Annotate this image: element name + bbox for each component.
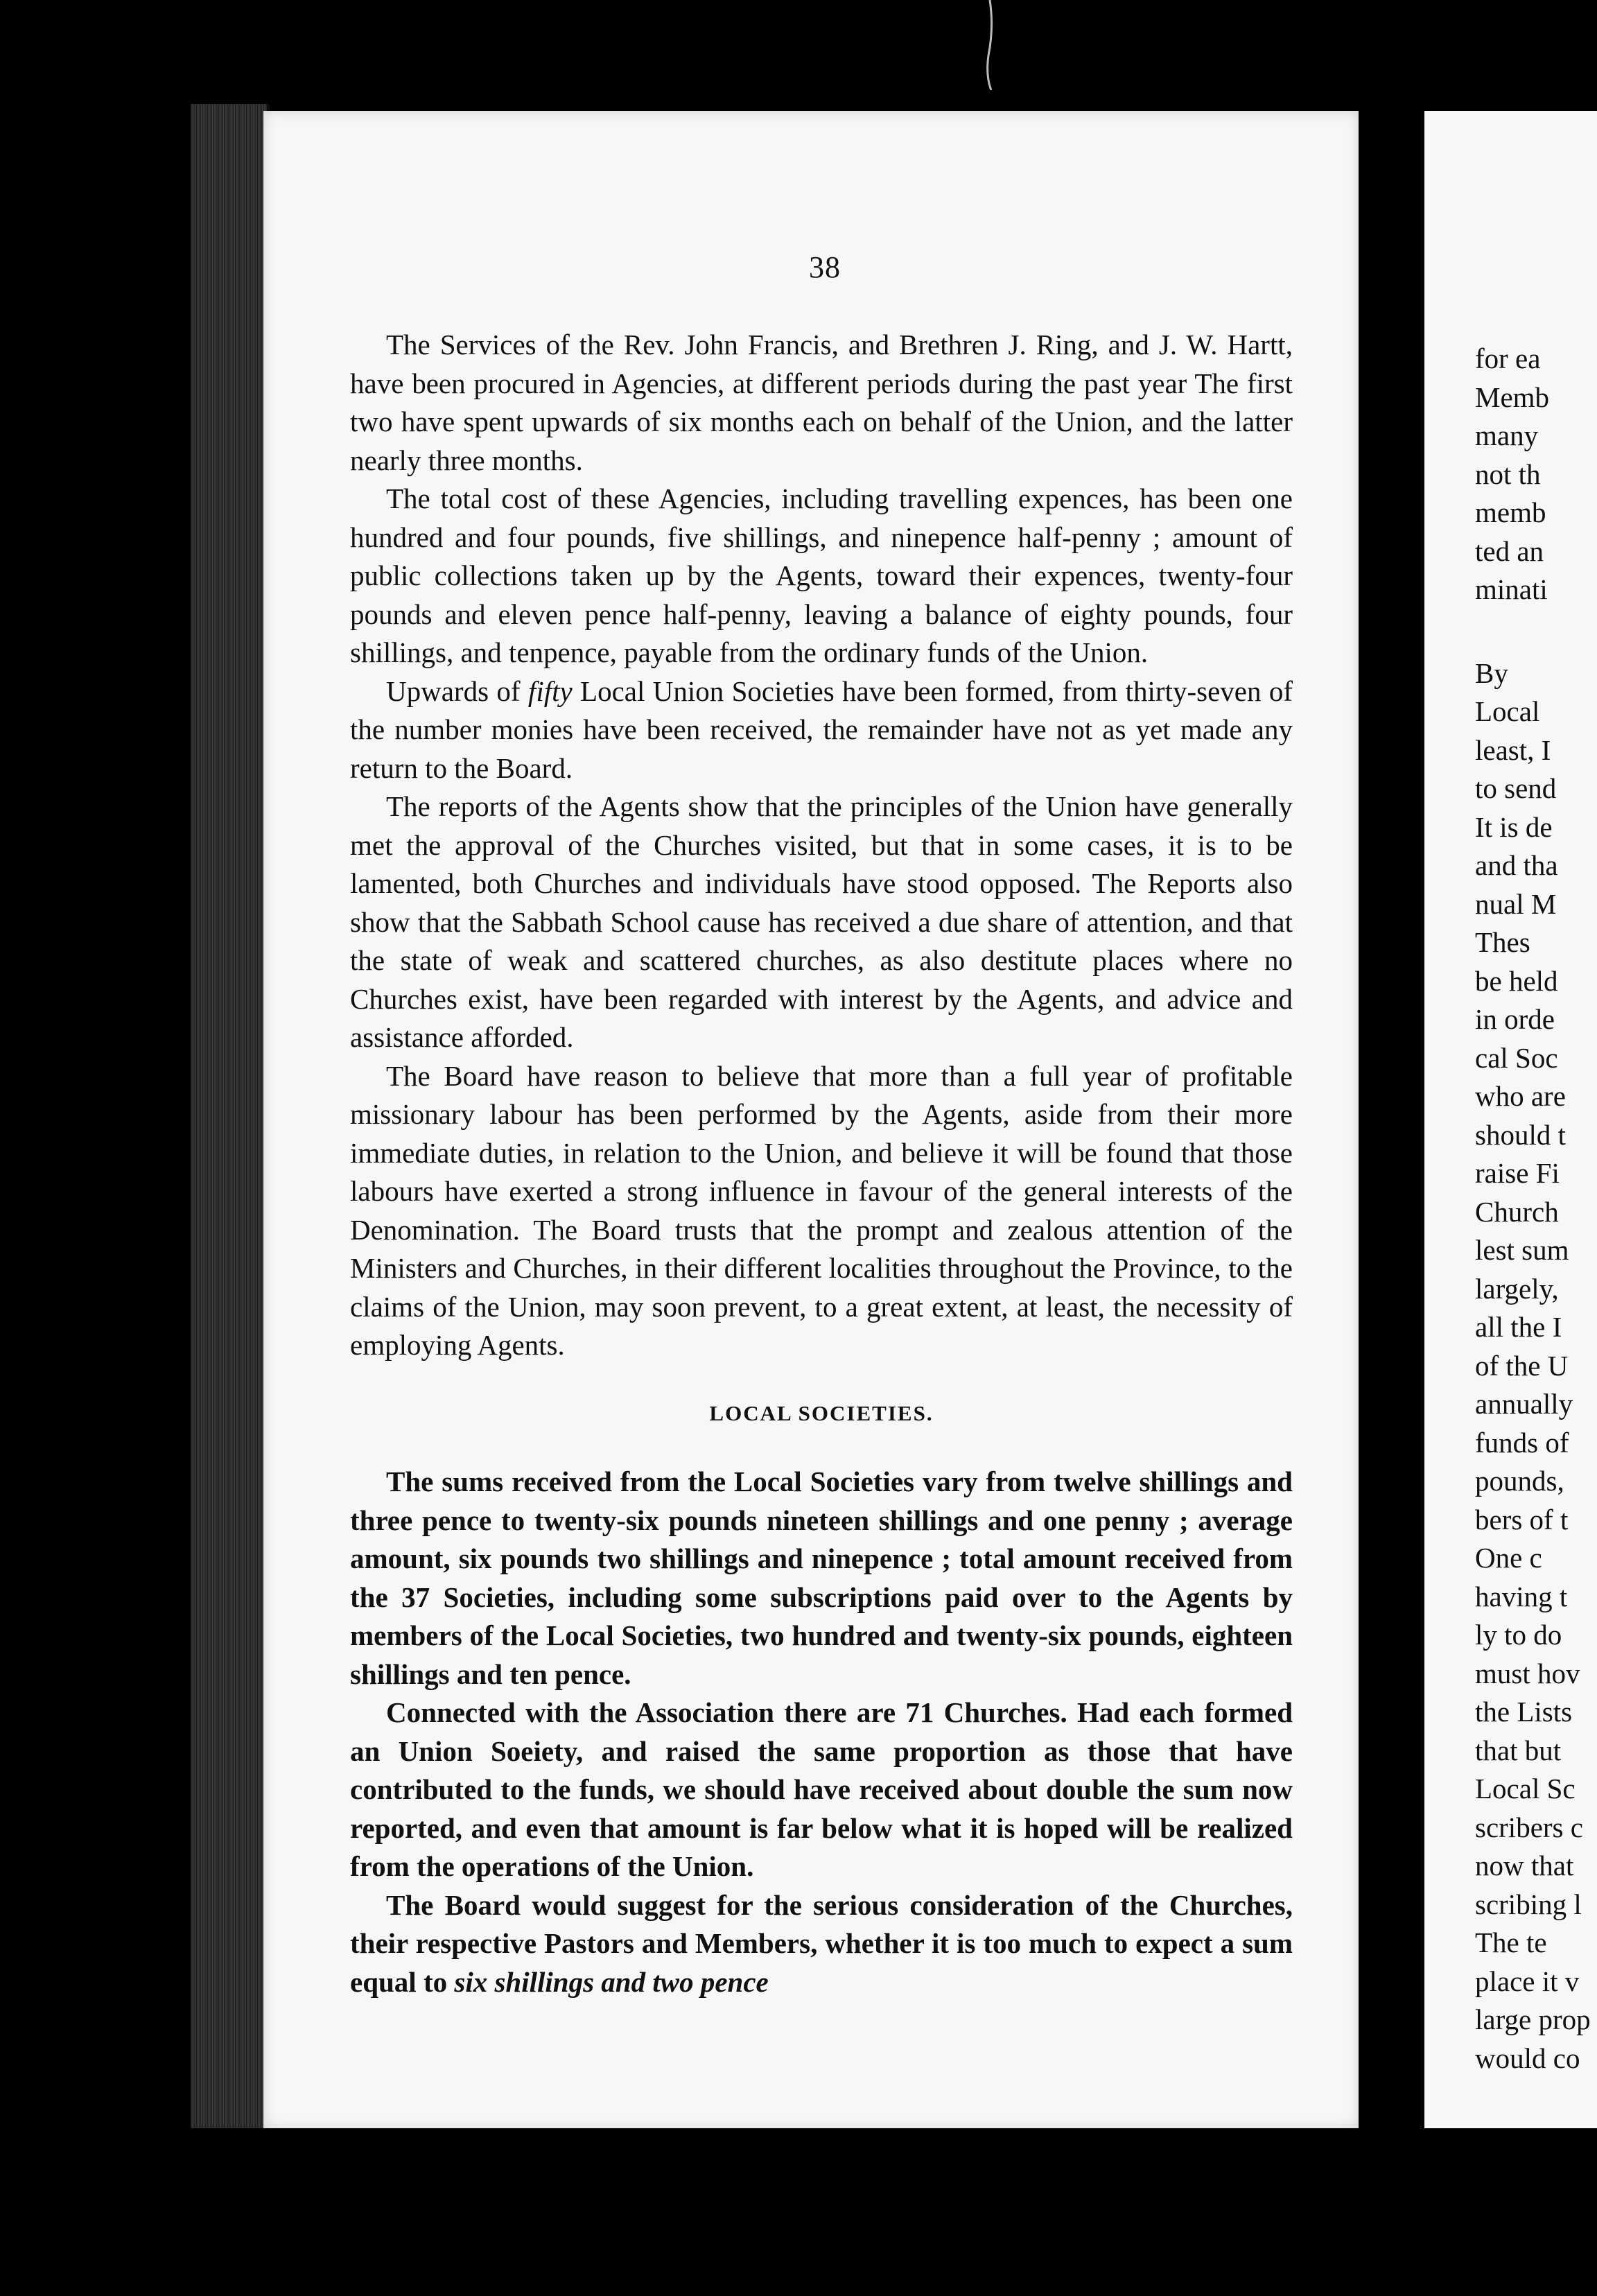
right-page-line: raise Fi <box>1475 1157 1560 1189</box>
right-page-line: in orde <box>1475 1003 1555 1035</box>
right-page-line: place it v <box>1475 1965 1580 1997</box>
right-page-line: many <box>1475 419 1539 451</box>
section-heading-local-societies: LOCAL SOCIETIES. <box>709 1400 934 1425</box>
page-body <box>350 326 1293 2001</box>
right-page-gap <box>1475 609 1597 654</box>
right-page-line: be held <box>1475 964 1558 997</box>
right-page-line: bers of t <box>1475 1503 1569 1536</box>
right-page-line: least, I <box>1475 733 1551 766</box>
right-page-line: Memb <box>1475 381 1550 413</box>
right-page-line: for ea <box>1475 342 1541 374</box>
right-page-line: largely, <box>1475 1272 1559 1305</box>
right-page-line: who are <box>1475 1080 1566 1112</box>
right-page-line: funds of <box>1475 1426 1569 1459</box>
paragraph-association-churches: Connected with the Association there are 71 Churches. Had each formed an Union Soeiety, and raised the same proportion as those that have contributed to the funds, we should have received about double the sum now reported, and even that amount is far below what it is hoped will be realized from the operations of the Union. <box>350 1696 1293 1882</box>
page-number: 38 <box>809 250 841 284</box>
right-page-line: large prop <box>1475 2003 1591 2035</box>
right-page-line: nual M <box>1475 887 1557 920</box>
right-page-line: Local <box>1475 695 1540 727</box>
right-page-line: would co <box>1475 2042 1580 2074</box>
right-page-line: pounds, <box>1475 1465 1564 1497</box>
paper-crease-mark <box>984 0 998 90</box>
right-page-line: annually <box>1475 1388 1573 1420</box>
right-page-line: Church <box>1475 1195 1559 1228</box>
right-page-line: and tha <box>1475 849 1558 881</box>
right-page-line: By <box>1475 656 1508 689</box>
right-page-line: to send <box>1475 772 1557 804</box>
right-page-line: memb <box>1475 496 1546 528</box>
right-page-line: must hov <box>1475 1657 1580 1689</box>
right-page-line: that but <box>1475 1734 1562 1766</box>
paragraph-sums-received: The sums received from the Local Societies vary from twelve shillings and three pence to twenty-six pounds nineteen shillings and one penny ; average amount, six pounds two shillings and ninepence ; total amount received from the 37 Societies, including some subscriptions paid over to the Agents by members of the Local Societies, two hundred and twenty-six pounds, eighteen shillings and ten pence. <box>350 1466 1293 1690</box>
right-page-text-fragments <box>1475 340 1597 2078</box>
paragraph-agent-reports: The reports of the Agents show that the principles of the Union have generally met the approval of the Churches visited, but that in some cases, it is to be lamented, both Churches and individuals have stood opposed. The Reports also show that the Sabbath School cause has received a due share of attention, and that the state of weak and scattered churches, as also destitute places where no Churches exist, have been regarded with interest by the Agents, and advice and assistance afforded. <box>350 790 1293 1053</box>
right-page-line: minati <box>1475 573 1548 605</box>
right-page-line: One c <box>1475 1542 1542 1574</box>
right-page-line: of the U <box>1475 1349 1569 1382</box>
bold-text-block <box>350 1463 1293 2001</box>
right-page-line: all the I <box>1475 1311 1562 1343</box>
right-page-line: The te <box>1475 1927 1547 1958</box>
right-page-line: It is de <box>1475 810 1553 843</box>
paragraph-board-suggestion: The Board would suggest for the serious consideration of the Churches, their respective Pastors and Members, whether it is too much to expect a sum equal to six shillings and two pence <box>350 1888 1293 1998</box>
emphasis-fifty: fifty <box>527 675 573 707</box>
right-page-line: Local Sc <box>1475 1773 1576 1804</box>
book-page-edge <box>191 104 270 2128</box>
book-gutter <box>1359 118 1424 2128</box>
paragraph-missionary-labour: The Board have reason to believe that more than a full year of profitable missionary labour has been performed by the Agents, aside from their more immediate duties, in relation to the Union, and believe it will be found that those labours have exerted a strong influence in favour of the general interests of the Denomination. The Board trusts that the prompt and zealous attention of the Ministers and Churches, in their different localities throughout the Province, to the claims of the Union, may soon prevent, to a great extent, at least, the necessity of employing Agents. <box>350 1059 1293 1361</box>
right-page-line: ted an <box>1475 534 1544 567</box>
right-page-line: ly to do <box>1475 1619 1562 1651</box>
paragraph-local-union-societies: Upwards of fifty Local Union Societies have been formed, from thirty-seven of the number monies have been received, the remainder have not as yet made any return to the Board. <box>350 675 1293 784</box>
paragraph-agents-services: The Services of the Rev. John Francis, and Brethren J. Ring, and J. W. Hartt, have been procured in Agencies, at different periods during the past year The first two have spent upwards of six months each on behalf of the Union, and the latter nearly three months. <box>350 329 1293 476</box>
right-page-line: should t <box>1475 1118 1566 1151</box>
emphasis-six-shillings: six shillings and two pence <box>454 1965 769 1998</box>
right-page-line: not th <box>1475 458 1541 490</box>
paragraph-agency-costs: The total cost of these Agencies, including travelling expences, has been one hundred and four pounds, five shillings, and ninepence half-penny ; amount of public collections taken up by the Agents, toward their expences, twenty-four pounds and eleven pence half-penny, leaving a balance of eighty pounds, four shillings, and tenpence, payable from the ordinary funds of the Union. <box>350 482 1293 668</box>
right-page-line: cal Soc <box>1475 1041 1558 1074</box>
right-page-line: having t <box>1475 1580 1568 1612</box>
right-page-line: the Lists <box>1475 1696 1573 1728</box>
right-page-line: scribing l <box>1475 1888 1582 1920</box>
right-page-line: scribers c <box>1475 1811 1583 1843</box>
right-page-line: lest sum <box>1475 1234 1569 1266</box>
right-page-line: now that <box>1475 1850 1574 1881</box>
right-page-line: Thes <box>1475 926 1530 958</box>
